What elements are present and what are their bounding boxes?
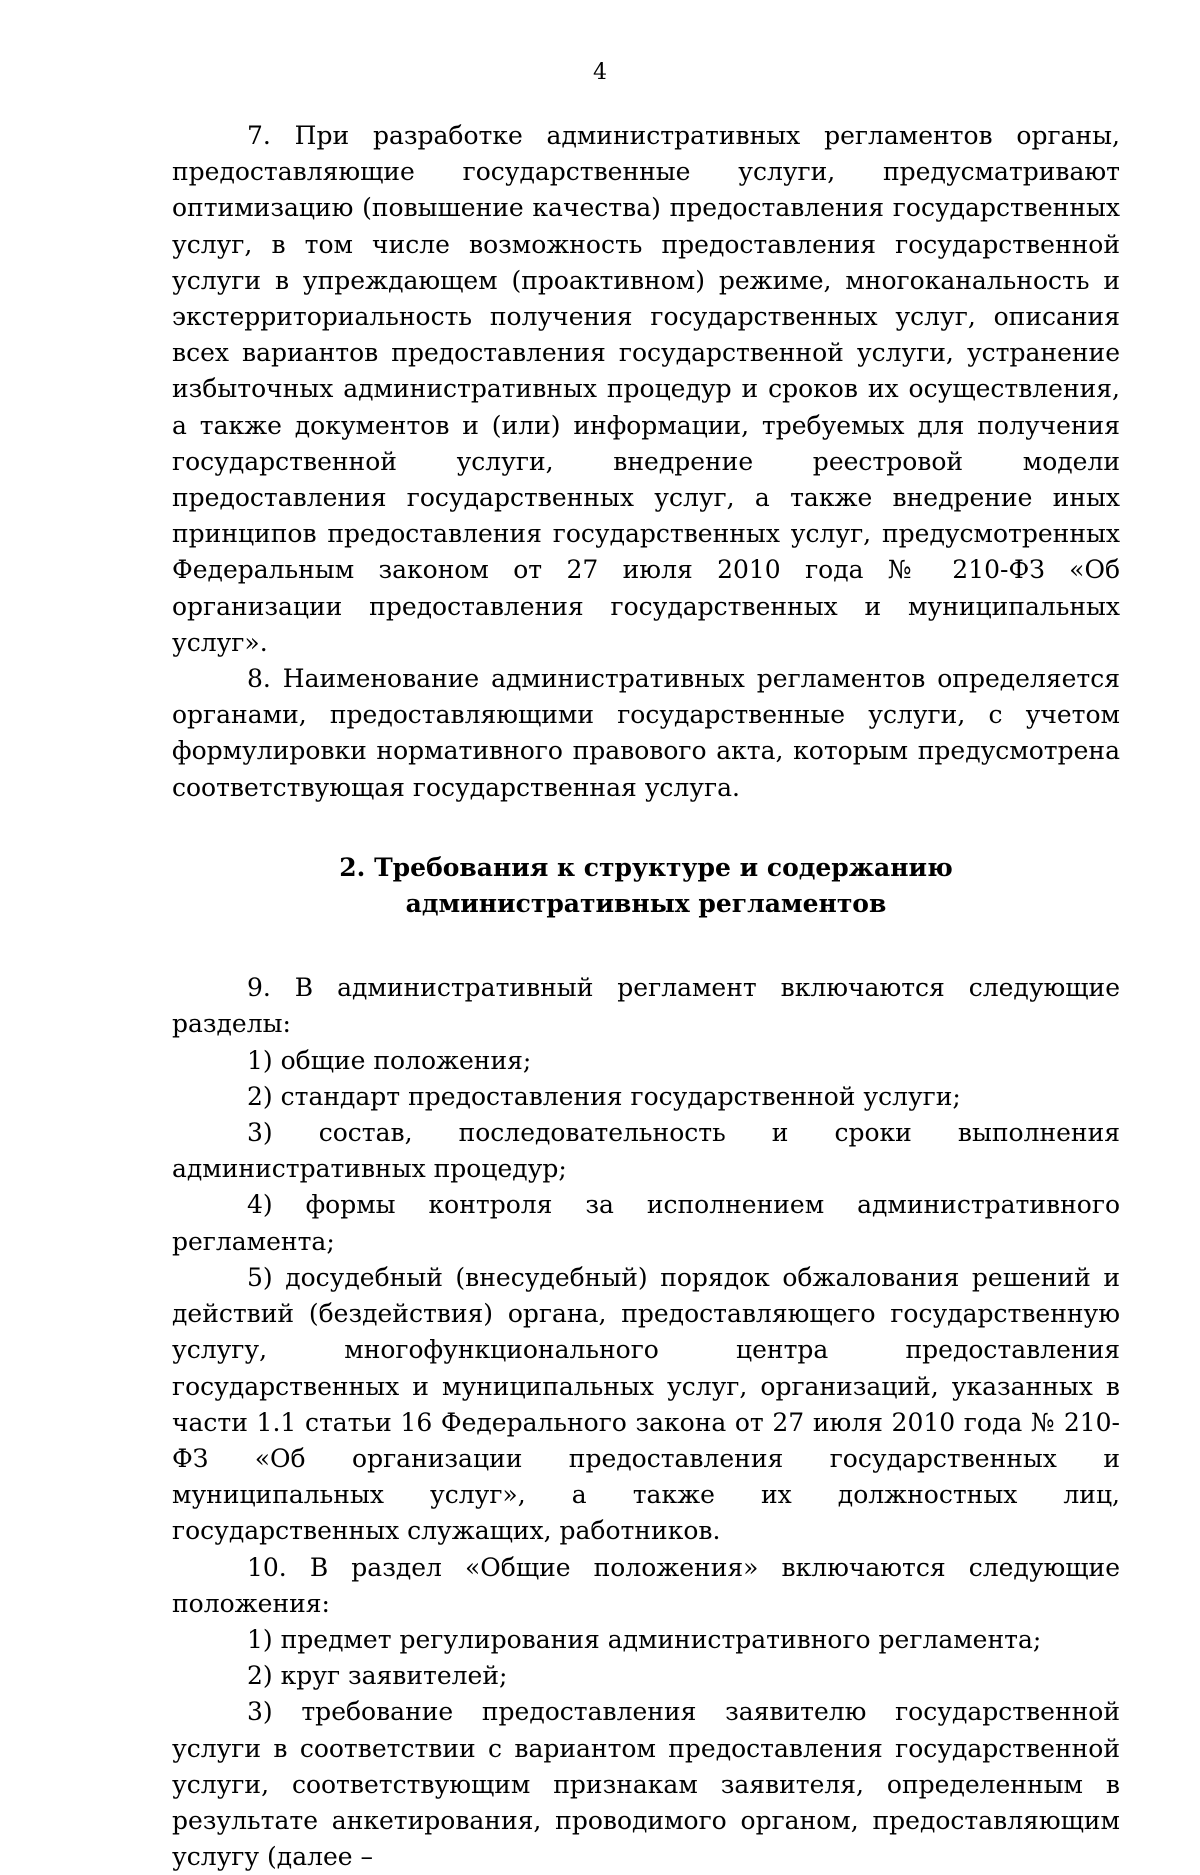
list-item-9-2: 2) стандарт предоставления государственной услуги; (247, 1081, 961, 1111)
section-heading-line-2: административных регламентов (405, 889, 887, 919)
list-item-10-1: 1) предмет регулирования административного регламента; (247, 1624, 1042, 1654)
list-item-9-4: 4) формы контроля за исполнением административного регламента; (172, 1190, 1120, 1256)
section-heading-line-1: 2. Требования к структуре и содержанию (339, 852, 953, 882)
list-item-9-3: 3) состав, последовательность и сроки выполнения административных процедур; (172, 1118, 1120, 1184)
list-item-9-1: 1) общие положения; (247, 1045, 532, 1075)
list-item-10-2: 2) круг заявителей; (247, 1661, 508, 1691)
document-body (172, 118, 1120, 1875)
page-number: 4 (593, 60, 607, 85)
section-heading (172, 850, 1120, 922)
paragraph-8: 8. Наименование административных регламентов определяется органами, предоставляющими государственные услуги, с учетом формулировки нормативного правового акта, которым предусмотрена соответствующая государственная услуга. (172, 664, 1120, 802)
paragraph-9: 9. В административный регламент включаются следующие разделы: (172, 973, 1120, 1039)
list-item-9-5: 5) досудебный (внесудебный) порядок обжалования решений и действий (бездействия) органа, предоставляющего государственную услугу, многофункционального центра предоставления государственных и муниципальных услуг, организаций, указанных в части 1.1 статьи 16 Федерального закона от 27 июля 2010 года № 210-ФЗ «Об организации предоставления государственных и муниципальных услуг», а также их должностных лиц, государственных служащих, работников. (172, 1262, 1120, 1546)
list-item-10-3: 3) требование предоставления заявителю государственной услуги в соответствии с вариантом предоставления государственной услуги, соответствующим признакам заявителя, определенным в результате анкетирования, проводимого органом, предоставляющим услугу (далее – (172, 1697, 1120, 1872)
paragraph-10: 10. В раздел «Общие положения» включаются следующие положения: (172, 1552, 1120, 1618)
paragraph-7: 7. При разработке административных регламентов органы, предоставляющие государственные услуги, предусматривают оптимизацию (повышение качества) предоставления государственных услуг, в том числе возможность предоставления государственной услуги в упреждающем (проактивном) режиме, многоканальность и экстерриториальность получения государственных услуг, описания всех вариантов предоставления государственной услуги, устранение избыточных административных процедур и сроков их осуществления, а также документов и (или) информации, требуемых для получения государственной услуги, внедрение реестровой модели предоставления государственных услуг, а также внедрение иных принципов предоставления государственных услуг, предусмотренных Федеральным законом от 27 июля 2010 года № 210-ФЗ «Об организации предоставления государственных и муниципальных услуг». (172, 121, 1120, 657)
